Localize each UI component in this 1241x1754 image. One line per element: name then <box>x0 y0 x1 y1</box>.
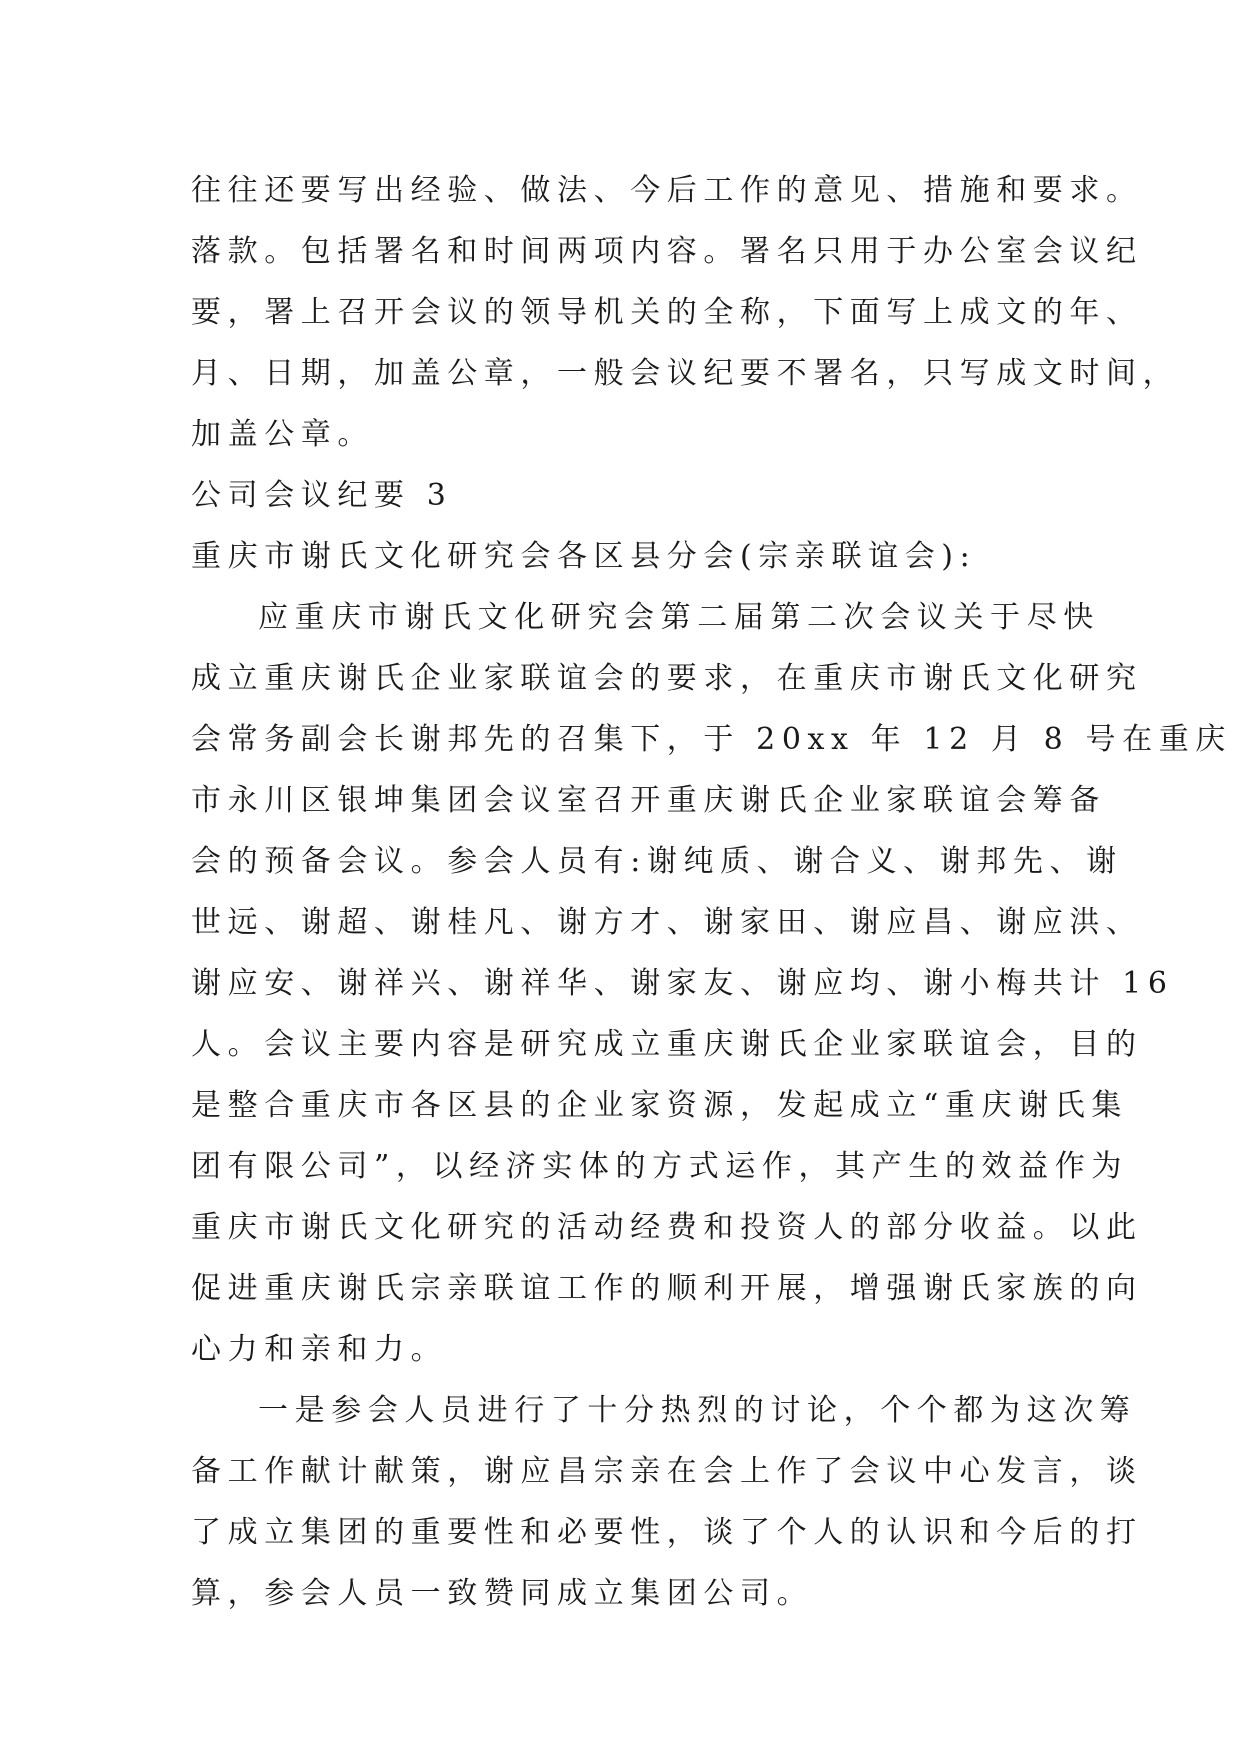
text-line: 心力和亲和力。 <box>191 1332 448 1367</box>
paragraph-start-line: 应重庆市谢氏文化研究会第二届第二次会议关于尽快 <box>258 600 1100 635</box>
text-line: 人。会议主要内容是研究成立重庆谢氏企业家联谊会，目的 <box>191 1027 1143 1062</box>
text-line: 世远、谢超、谢桂凡、谢方才、谢家田、谢应昌、谢应洪、 <box>191 905 1143 940</box>
text-line: 备工作献计献策，谢应昌宗亲在会上作了会议中心发言，谈 <box>191 1454 1143 1489</box>
text-line: 算，参会人员一致赞同成立集团公司。 <box>191 1576 814 1611</box>
text-line: 月、日期，加盖公章，一般会议纪要不署名，只写成文时间， <box>191 356 1180 391</box>
text-line: 市永川区银坤集团会议室召开重庆谢氏企业家联谊会筹备 <box>191 783 1106 818</box>
text-line: 会的预备会议。参会人员有:谢纯质、谢合义、谢邦先、谢 <box>191 844 1123 879</box>
paragraph-start-line: 一是参会人员进行了十分热烈的讨论，个个都为这次筹 <box>258 1393 1137 1428</box>
text-line: 促进重庆谢氏宗亲联谊工作的顺利开展，增强谢氏家族的向 <box>191 1271 1143 1306</box>
text-line: 要，署上召开会议的领导机关的全称，下面写上成文的年、 <box>191 295 1143 330</box>
text-line: 是整合重庆市各区县的企业家资源，发起成立“重庆谢氏集 <box>191 1088 1128 1123</box>
text-line: 重庆市谢氏文化研究的活动经费和投资人的部分收益。以此 <box>191 1210 1143 1245</box>
text-line: 往往还要写出经验、做法、今后工作的意见、措施和要求。 <box>191 173 1143 208</box>
text-line: 团有限公司”，以经济实体的方式运作，其产生的效益作为 <box>191 1149 1128 1184</box>
text-line: 谢应安、谢祥兴、谢祥华、谢家友、谢应均、谢小梅共计 16 <box>191 966 1174 1001</box>
text-line: 成立重庆谢氏企业家联谊会的要求，在重庆市谢氏文化研究 <box>191 661 1143 696</box>
text-line: 了成立集团的重要性和必要性，谈了个人的认识和今后的打 <box>191 1515 1143 1550</box>
text-line: 会常务副会长谢邦先的召集下，于 20xx 年 12 月 8 号在重庆 <box>191 722 1232 757</box>
text-line: 落款。包括署名和时间两项内容。署名只用于办公室会议纪 <box>191 234 1143 269</box>
salutation-line: 重庆市谢氏文化研究会各区县分会(宗亲联谊会): <box>191 539 977 574</box>
text-line: 加盖公章。 <box>191 417 374 452</box>
section-heading: 公司会议纪要 3 <box>191 478 453 513</box>
document-body <box>191 160 1232 1624</box>
